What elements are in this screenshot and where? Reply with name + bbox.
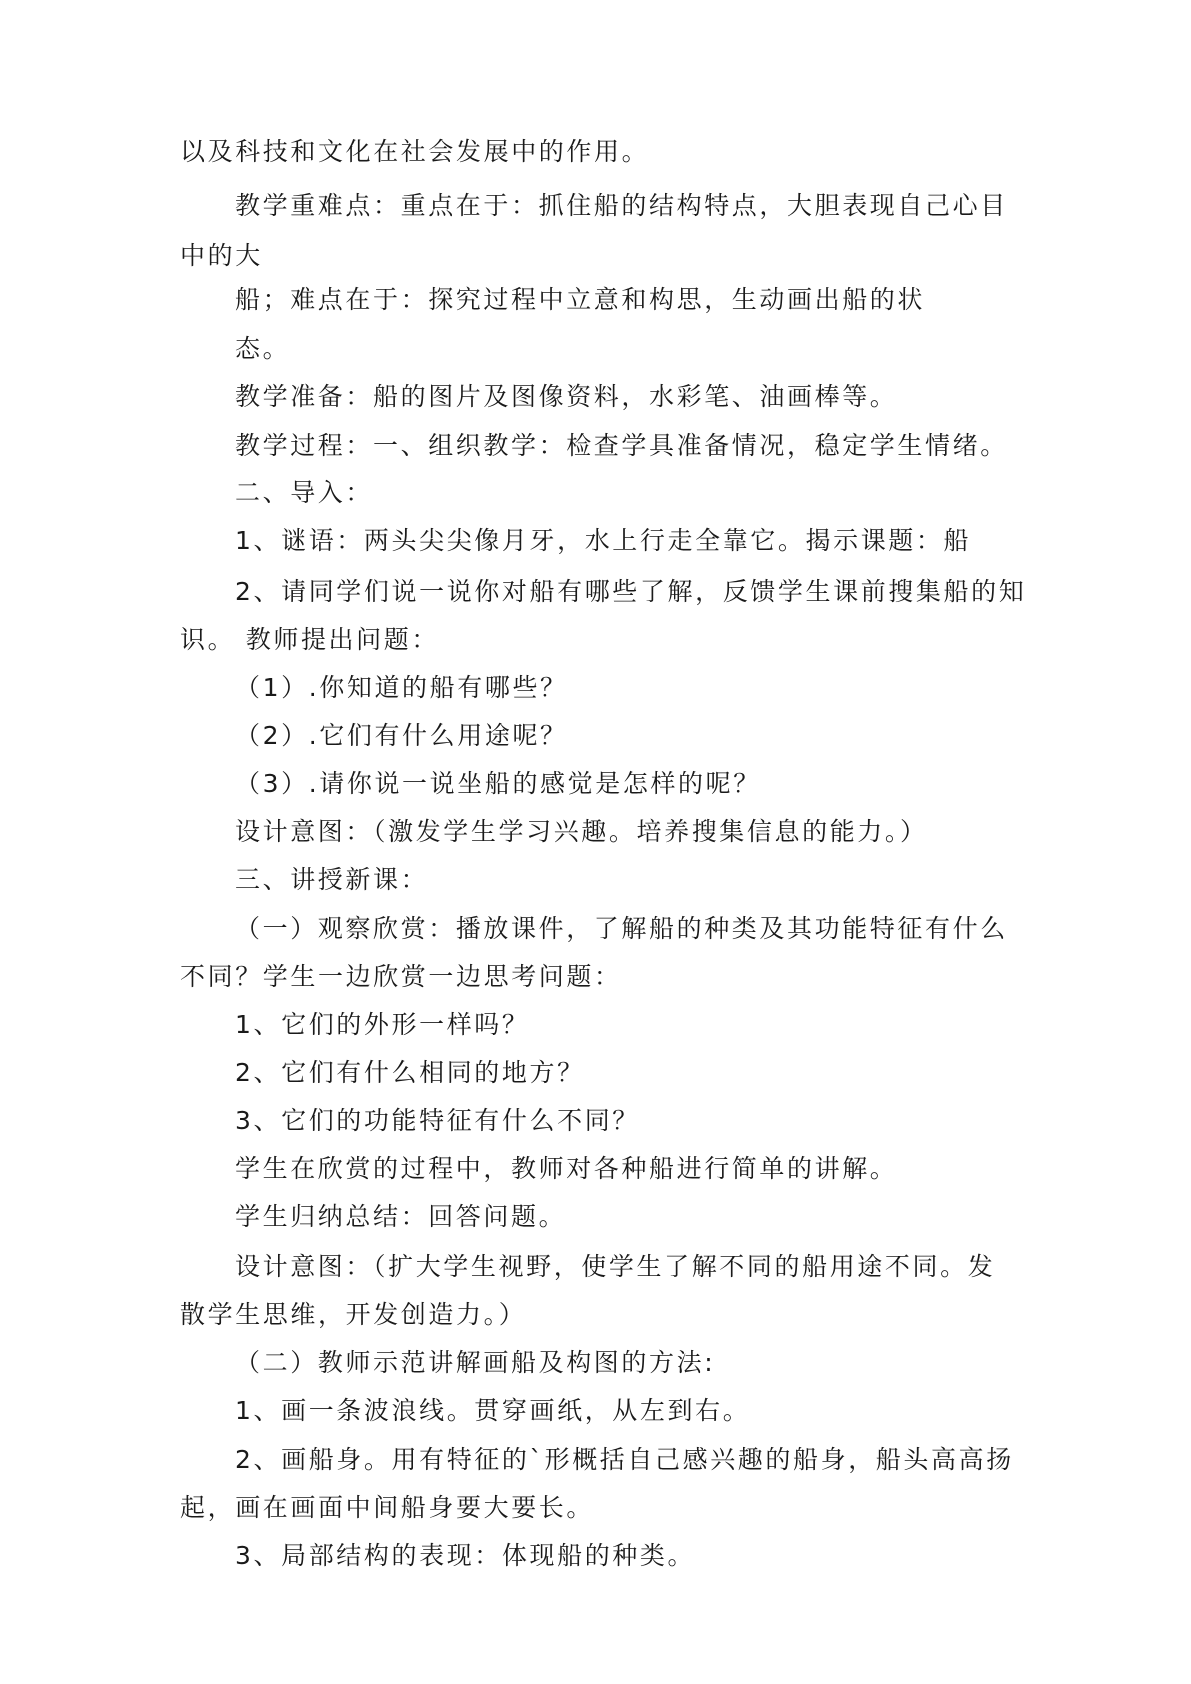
text-line: 1、画一条波浪线。贯穿画纸，从左到右。: [235, 1396, 751, 1425]
text-line: 船；难点在于：探究过程中立意和构思，生动画出船的状: [235, 285, 926, 314]
text-line: 2、它们有什么相同的地方？: [235, 1058, 585, 1087]
text-line: 学生归纳总结：回答问题。: [235, 1202, 567, 1231]
text-line: 设计意图：（扩大学生视野，使学生了解不同的船用途不同。发: [235, 1252, 996, 1281]
text-line: 2、请同学们说一说你对船有哪些了解，反馈学生课前搜集船的知: [235, 577, 1027, 606]
text-line: 中的大: [180, 241, 263, 270]
text-line: 2、画船身。用有特征的`形概括自己感兴趣的船身，船头高高扬: [235, 1445, 1014, 1474]
text-line: （2）.它们有什么用途呢？: [235, 721, 568, 750]
text-line: 学生在欣赏的过程中，教师对各种船进行简单的讲解。: [235, 1154, 898, 1183]
text-line: 教学过程：一、组织教学：检查学具准备情况，稳定学生情绪。: [235, 431, 1008, 460]
text-line: 态。: [235, 334, 291, 363]
text-line: （1）.你知道的船有哪些？: [235, 673, 568, 702]
text-line: 不同？学生一边欣赏一边思考问题：: [180, 962, 622, 991]
text-line: 教学准备：船的图片及图像资料，水彩笔、油画棒等。: [235, 382, 898, 411]
text-line: 识。 教师提出问题：: [180, 625, 439, 654]
text-line: 二、导入：: [235, 478, 374, 507]
text-line: 3、局部结构的表现：体现船的种类。: [235, 1541, 696, 1570]
text-line: 以及科技和文化在社会发展中的作用。: [180, 137, 650, 166]
text-line: （二）教师示范讲解画船及构图的方法:: [235, 1348, 716, 1377]
text-line: （3）.请你说一说坐船的感觉是怎样的呢？: [235, 769, 761, 798]
text-line: 三、讲授新课：: [235, 865, 429, 894]
text-line: 散学生思维，开发创造力。）: [180, 1300, 527, 1329]
text-line: （一）观察欣赏：播放课件，了解船的种类及其功能特征有什么: [235, 914, 1008, 943]
text-line: 1、它们的外形一样吗？: [235, 1010, 530, 1039]
text-line: 教学重难点：重点在于：抓住船的结构特点，大胆表现自己心目: [235, 191, 1008, 220]
text-line: 设计意图：（激发学生学习兴趣。培养搜集信息的能力。）: [235, 817, 928, 846]
text-line: 3、它们的功能特征有什么不同？: [235, 1106, 640, 1135]
text-line: 起，画在画面中间船身要大要长。: [180, 1493, 595, 1522]
text-line: 1、谜语：两头尖尖像月牙，水上行走全靠它。揭示课题：船: [235, 526, 972, 555]
